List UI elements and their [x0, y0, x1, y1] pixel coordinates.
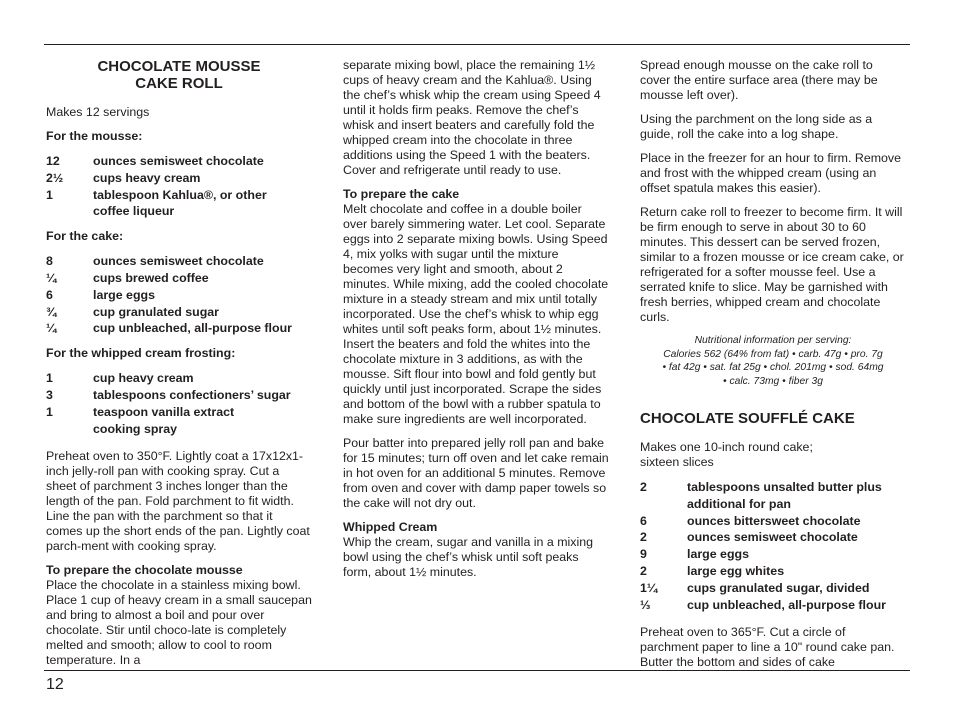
frosting-heading: For the whipped cream frosting: — [46, 346, 236, 361]
cake-prep-text: Melt chocolate and coffee in a double boiler over barely simmering water. Let cool. Separate eggs into 2 separate mixing bowls. Using Speed 4, mix yolks with sugar until the mixture becomes very light and smooth, about 2 minutes. While mixing, add the cooled chocolate mixture in a steady stream and mix until totally incorporated. Use the chef’s whisk to whip egg whites until soft peaks form, about 1½ minutes. Insert the beaters and fold the whites into the chocolate mixture in 3 additions, as with the mousse. Sift flour into bowl and fold gently but quickly until just incorporated. Scrape the sides and bottom of the bowl with a rubber spatula to make sure ingredients are well incorporated. — [343, 202, 609, 426]
ingredient-item: ounces semisweet chocolate — [93, 254, 264, 269]
ingredient-qty: ⅓ — [640, 597, 651, 612]
mousse-prep-paragraph — [46, 563, 312, 668]
column-3 — [640, 58, 906, 679]
ingredient-item: ounces bittersweet chocolate — [687, 513, 861, 528]
ingredient-qty: 6 — [46, 287, 53, 302]
ingredient-item: teaspoon vanilla extract — [93, 404, 235, 419]
freeze-paragraph: Place in the freezer for an hour to firm. Remove and frost with the whipped cream (using an offset spatula makes this easier). — [640, 151, 902, 195]
ingredient-item: ounces semisweet chocolate — [687, 530, 858, 545]
mousse-continued: separate mixing bowl, place the remaining 1½ cups of heavy cream and the Kahlua®. Using the chef’s whisk whip the cream using Speed 4 until it holds firm peaks. Remove the chef’s whisk and insert beaters and carefully fold the whipped cream into the chocolate in three additions using the Speed 1 with the beaters. Cover and refrigerate until ready to use. — [343, 58, 601, 177]
souffle-servings — [640, 440, 906, 470]
ingredient-qty — [46, 421, 93, 438]
nutrition-line: Calories 562 (64% from fat) • carb. 47g • pro. 7g — [663, 348, 883, 360]
recipe-title-line1: CHOCOLATE MOUSSE — [97, 58, 261, 75]
ingredient-item: coffee liqueur — [93, 204, 175, 219]
ingredient-item: cups heavy cream — [93, 170, 201, 185]
ingredient-row — [46, 320, 312, 337]
cake-prep-paragraph — [343, 187, 609, 427]
ingredient-item: cup unbleached, all-purpose flour — [687, 597, 886, 612]
ingredient-row — [46, 170, 312, 187]
recipe-title — [46, 58, 312, 92]
nutrition-line: • fat 42g • sat. fat 25g • chol. 201mg • sod. 64mg — [662, 362, 884, 373]
ingredient-qty — [46, 203, 93, 220]
ingredient-item: tablespoon Kahlua®, or other — [93, 187, 267, 202]
whipped-paragraph — [343, 520, 609, 580]
ingredient-row — [46, 187, 312, 204]
spread-paragraph: Spread enough mousse on the cake roll to cover the entire surface area (there may be mousse left over). — [640, 58, 878, 102]
return-paragraph: Return cake roll to freezer to become firm. It will be firm enough to serve in about 30 to 60 minutes. This dessert can be served frozen, similar to a frozen mousse or ice cream cake, or refrigerated for a softer mousse feel. Use a serrated knife to slice. May be garnished with fresh berries, whipped cream and chocolate curls. — [640, 205, 904, 324]
souffle-ingredients — [640, 479, 906, 613]
ingredient-row — [640, 546, 906, 563]
ingredient-row — [46, 153, 312, 170]
ingredient-item: cup granulated sugar — [93, 304, 219, 319]
recipe-title-line2: CAKE ROLL — [135, 75, 223, 92]
bake-paragraph: Pour batter into prepared jelly roll pan and bake for 15 minutes; turn off oven and let cake remain in hot oven for an additional 5 minutes. Remove from oven and cover with damp paper towels so the cake will not dry out. — [343, 436, 609, 510]
ingredient-qty: 2 — [640, 530, 647, 545]
ingredient-row — [640, 496, 906, 513]
mousse-heading: For the mousse: — [46, 129, 143, 143]
ingredient-qty: 1¼ — [640, 580, 658, 595]
ingredient-row — [640, 513, 906, 530]
ingredient-row — [46, 387, 312, 404]
ingredient-item: large eggs — [93, 287, 155, 302]
ingredient-row — [46, 203, 312, 220]
ingredient-item: large egg whites — [687, 563, 785, 578]
ingredient-qty: ¼ — [46, 321, 57, 336]
ingredient-item: cups granulated sugar, divided — [687, 580, 870, 595]
roll-paragraph: Using the parchment on the long side as a guide, roll the cake into a log shape. — [640, 112, 873, 141]
whipped-heading: Whipped Cream — [343, 520, 438, 534]
ingredient-qty: 8 — [46, 254, 53, 269]
ingredient-qty: ¼ — [46, 270, 57, 285]
nutrition-line: • calc. 73mg • fiber 3g — [723, 375, 823, 387]
souffle-servings-line1: Makes one 10-inch round cake; — [640, 440, 813, 454]
ingredient-row — [46, 253, 312, 270]
mousse-ingredients — [46, 153, 312, 220]
ingredient-qty — [640, 496, 687, 513]
frosting-ingredients — [46, 370, 312, 437]
souffle-preheat: Preheat oven to 365°F. Cut a circle of parchment paper to line a 10" round cake pan. Butter the bottom and sides of cake — [640, 625, 895, 670]
ingredient-item: cups brewed coffee — [93, 270, 209, 285]
ingredient-row — [46, 421, 312, 438]
mousse-prep-text: Place the chocolate in a stainless mixing bowl. Place 1 cup of heavy cream in a small saucepan and bring to almost a boil and pour over chocolate. Stir until choco-late is completely melted and smooth; allow to cool to room temperature. In a — [46, 578, 312, 668]
ingredient-row — [640, 597, 906, 614]
ingredient-item: ounces semisweet chocolate — [93, 154, 264, 168]
ingredient-row — [46, 370, 312, 387]
column-2 — [343, 58, 609, 589]
ingredient-qty: 2 — [640, 563, 647, 578]
ingredient-item: tablespoons confectioners’ sugar — [93, 387, 291, 402]
ingredient-row — [640, 479, 906, 496]
ingredient-row — [640, 529, 906, 546]
nutrition-line: Nutritional information per serving: — [694, 335, 852, 346]
souffle-servings-line2: sixteen slices — [640, 455, 714, 469]
top-rule — [44, 44, 910, 45]
ingredient-qty: 12 — [46, 154, 60, 168]
cake-heading: For the cake: — [46, 229, 124, 244]
cake-prep-heading: To prepare the cake — [343, 187, 460, 201]
ingredient-qty: 2 — [640, 480, 647, 494]
page-number: 12 — [46, 676, 64, 693]
ingredient-item: large eggs — [687, 547, 749, 562]
ingredient-item: additional for pan — [687, 496, 791, 511]
ingredient-qty: ¾ — [46, 304, 57, 319]
ingredient-qty: 3 — [46, 387, 53, 402]
ingredient-row — [46, 270, 312, 287]
ingredient-row — [640, 563, 906, 580]
ingredient-row — [640, 580, 906, 597]
ingredient-qty: 1 — [46, 187, 53, 202]
souffle-title: CHOCOLATE SOUFFLÉ CAKE — [640, 410, 855, 427]
preheat-paragraph: Preheat oven to 350°F. Lightly coat a 17x12x1-inch jelly-roll pan with cooking spray. Cut a sheet of parchment 3 inches longer than the length of the pan. Fold parchment to fit width. Line the pan with the parchment so that it comes up the short ends of the pan. Lightly coat parch-ment with cooking spray. — [46, 449, 310, 554]
ingredient-qty: 1 — [46, 371, 53, 386]
whipped-text: Whip the cream, sugar and vanilla in a mixing bowl using the chef’s whisk until soft peaks form, about 1½ minutes. — [343, 535, 593, 579]
column-1 — [46, 58, 312, 677]
ingredient-row — [46, 287, 312, 304]
ingredient-item: cup heavy cream — [93, 371, 194, 386]
ingredient-item: cup unbleached, all-purpose flour — [93, 321, 292, 336]
ingredient-qty: 2½ — [46, 170, 64, 185]
ingredient-qty: 1 — [46, 404, 53, 419]
mousse-prep-heading: To prepare the chocolate mousse — [46, 563, 243, 578]
ingredient-qty: 9 — [640, 547, 647, 562]
ingredient-item: cooking spray — [93, 421, 178, 436]
ingredient-row — [46, 304, 312, 321]
ingredient-item: tablespoons unsalted butter plus — [687, 480, 882, 494]
ingredient-row — [46, 404, 312, 421]
servings: Makes 12 servings — [46, 105, 150, 119]
cake-ingredients — [46, 253, 312, 337]
nutrition-info — [640, 334, 906, 388]
ingredient-qty: 6 — [640, 513, 647, 528]
